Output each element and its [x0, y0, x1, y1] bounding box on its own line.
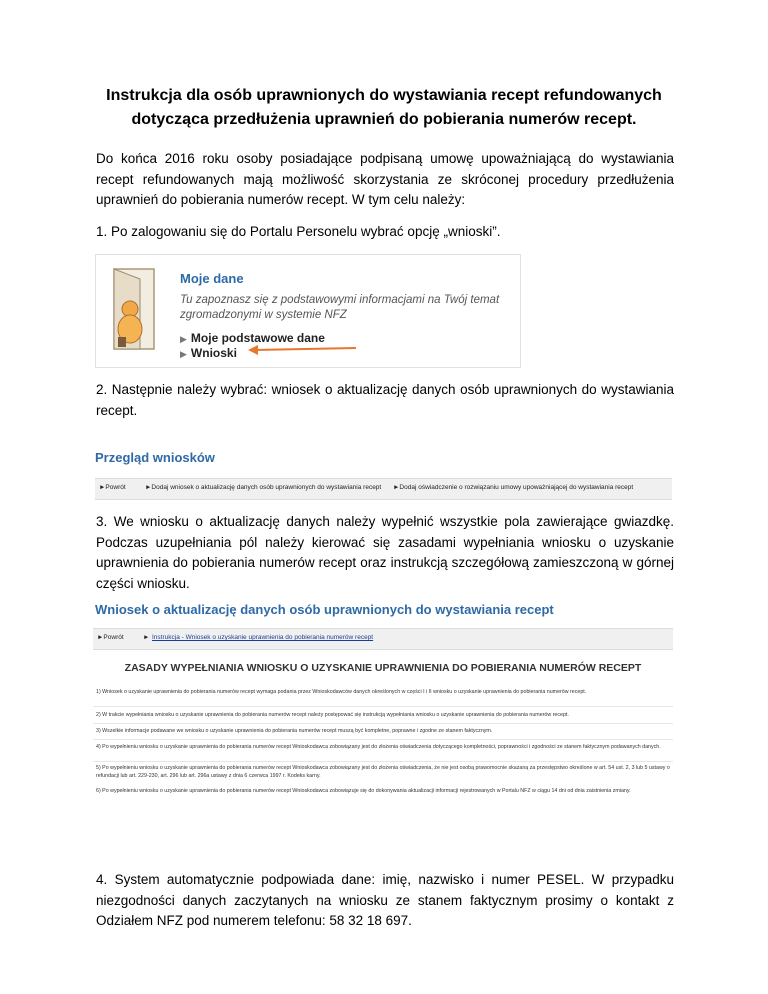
step-3-text: 3. We wniosku o aktualizację danych należy wypełnić wszystkie pola zawierające gwiazdkę. Podczas uzupełniania pól należy kierować się zasadami wypełniania wniosku o uzyskanie uprawnienia do pobierania numerów recept oraz instrukcją szczegółową zamieszczoną w górnej części wniosku. [96, 514, 674, 591]
back-link[interactable]: ►Powrót [97, 634, 124, 641]
rule-item: 4) Po wypełnieniu wniosku o uzyskanie uprawnienia do pobierania numerów recept Wnioskodawca zobowiązany jest do złożenia oświadczenia dotyczącego kompletności, poprawności i zgodności ze stanem faktycznym podawanych danych. [96, 744, 661, 750]
divider [93, 723, 673, 724]
rule-item: 2) W trakcie wypełniania wniosku o uzyskanie uprawnienia do pobierania numerów recept należy postępować się instrukcją wypełniania wniosku o uzyskanie uprawnienia do pobierania numerów recept. [96, 712, 569, 718]
add-statement-link[interactable]: ►Dodaj oświadczenie o rozwiązaniu umowy upoważniającej do wystawiania recept [393, 484, 634, 491]
title-line-1: Instrukcja dla osób uprawnionych do wystawiania recept refundowanych [106, 87, 662, 104]
rule-item-6: 6) Po wypełnieniu wniosku o uzyskanie uprawnienia do pobierania numerów recept Wnioskodawca zobowiązuje się do dokonywania aktualizacji informacji rejestrowanych w Portalu NFZ w ciągu 14 dni od dnia zaistnienia zmiany. [96, 788, 631, 794]
title-line-2: dotycząca przedłużenia uprawnień do pobierania numerów recept. [131, 111, 637, 128]
step-2-text: 2. Następnie należy wybrać: wniosek o aktualizację danych osób uprawnionych do wystawiania recept. [96, 382, 674, 418]
divider [93, 706, 673, 707]
link-label: Wnioski [190, 346, 237, 360]
screenshot-wniosek-aktualizacja [93, 600, 673, 780]
rule-item: 1) Wniosek o uzyskanie uprawnienia do pobierania numerów recept wymaga podania przez Wnioskodawców danych określonych w części I i II wniosku o uzyskanie uprawnienia do pobierania numerów recept. [96, 689, 587, 695]
step-4-text: 4. System automatycznie podpowiada dane: imię, nazwisko i numer PESEL. W przypadku niezgodności danych zaczytanych na wniosku ze stanem faktycznym prosimy o kontakt z Odziałem NFZ pod numerem telefonu: 58 32 18 697. [96, 872, 674, 928]
person-in-door-icon [104, 265, 164, 353]
back-link[interactable]: ►Powrót [99, 484, 126, 491]
add-request-link[interactable]: ►Dodaj wniosek o aktualizację danych osób uprawnionych do wystawiania recept [145, 484, 382, 491]
instruction-link-marker: ► [143, 634, 150, 641]
link-wnioski[interactable] [180, 346, 237, 360]
actions-bar [93, 628, 673, 650]
document-title [60, 84, 708, 132]
rule-item: 3) Wszelkie informacje podawane we wniosku o uzyskanie uprawnienia do pobierania numerów recept muszą być kompletne, poprawne i zgodne ze stanem faktycznym. [96, 728, 493, 734]
rules-heading: ZASADY WYPEŁNIANIA WNIOSKU O UZYSKANIE UPRAWNIENIA DO POBIERANIA NUMERÓW RECEPT [124, 662, 642, 674]
rule-item: 5) Po wypełnieniu wniosku o uzyskanie uprawnienia do pobierania numerów recept Wnioskodawca zobowiązany jest do złożenia oświadczenia, że nie jest osobą prawomocnie skazaną za przestępstwo określone w art. 54 ust. 2, 3 lub 5 ustawy o refundacji lub art. 229-230, art. 296 lub art. 296a ustawy z dnia 6 czerwca 1997 r. Kodeks karny. [96, 765, 670, 779]
moje-dane-description: Tu zapoznasz się z podstawowymi informacjami na Twój temat zgromadzonymi w systemie NFZ [180, 294, 500, 321]
triangle-right-icon: ▶ [180, 334, 187, 344]
przeglad-wnioskow-title: Przegląd wniosków [95, 450, 215, 465]
divider [93, 761, 673, 762]
triangle-right-icon: ▶ [180, 349, 187, 359]
wniosek-title: Wniosek o aktualizację danych osób uprawnionych do wystawiania recept [95, 602, 554, 617]
instruction-link[interactable]: Instrukcja - Wniosek o uzyskanie uprawnienia do pobierania numerów recept [152, 634, 374, 641]
actions-bar [95, 478, 672, 500]
intro-paragraph: Do końca 2016 roku osoby posiadające podpisaną umowę upoważniającą do wystawiania recept refundowanych mają możliwość skorzystania ze skróconej procedury przedłużenia uprawnień do pobierania numerów recept. W tym celu należy: [96, 151, 674, 207]
divider [93, 739, 673, 740]
moje-dane-title: Moje dane [180, 271, 244, 286]
screenshot-przeglad-wnioskow [95, 448, 672, 502]
orange-arrow-icon [248, 343, 358, 357]
link-label: Moje podstawowe dane [190, 331, 325, 345]
step-1-text: 1. Po zalogowaniu się do Portalu Personelu wybrać opcję „wnioski”. [96, 224, 501, 239]
screenshot-moje-dane [95, 254, 521, 368]
